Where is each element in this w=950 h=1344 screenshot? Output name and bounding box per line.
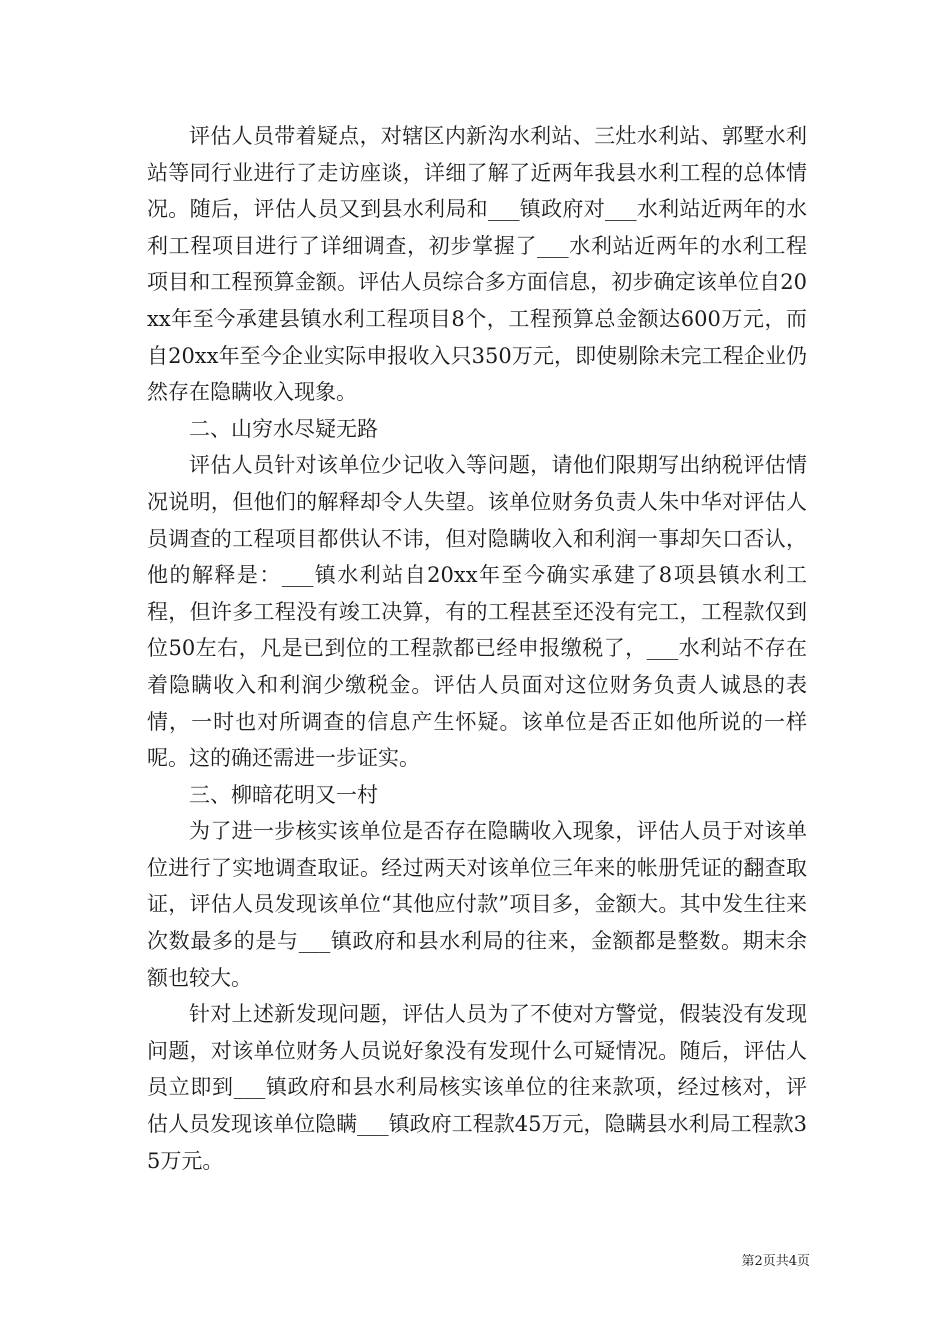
paragraph-explanation: 评估人员针对该单位少记收入等问题，请他们限期写出纳税评估情况说明，但他们的解释却令人失望。该单位财务负责人朱中华对评估人员调查的工程项目都供认不讳，但对隐瞒收入和利润一事却矢口否认，他的解释是：___镇水利站自20xx年至今确实承建了8项县镇水利工程，但许多工程没有竣工决算，有的工程甚至还没有完工，工程款仅到位50左右，凡是已到位的工程款都已经申报缴税了，___水利站不存在着隐瞒收入和利润少缴税金。评估人员面对这位财务负责人诚恳的表情，一时也对所调查的信息产生怀疑。该单位是否正如他所说的一样呢。这的确还需进一步证实。 bbox=[147, 453, 807, 771]
paragraph-investigation: 评估人员带着疑点，对辖区内新沟水利站、三灶水利站、郭墅水利站等同行业进行了走访座谈，详细了解了近两年我县水利工程的总体情况。随后，评估人员又到县水利局和___镇政府对___水利站近两年的水利工程项目进行了详细调查，初步掌握了___水利站近两年的水利工程项目和工程预算金额。评估人员综合多方面信息，初步确定该单位自20xx年至今承建县镇水利工程项目8个，工程预算总金额达600万元，而自20xx年至今企业实际申报收入只350万元，即使剔除未完工程企业仍然存在隐瞒收入现象。 bbox=[147, 124, 807, 405]
paragraph-verification: 针对上述新发现问题，评估人员为了不使对方警觉，假装没有发现问题，对该单位财务人员说好象没有发现什么可疑情况。随后，评估人员立即到___镇政府和县水利局核实该单位的往来款项，经过核对，评估人员发现该单位隐瞒___镇政府工程款45万元，隐瞒县水利局工程款35万元。 bbox=[147, 1002, 807, 1173]
paragraph-field-check: 为了进一步核实该单位是否存在隐瞒收入现象，评估人员于对该单位进行了实地调查取证。经过两天对该单位三年来的帐册凭证的翻查取证，评估人员发现该单位“其他应付款”项目多，金额大。其中发生往来次数最多的是与___镇政府和县水利局的往来，金额都是整数。期末余额也较大。 bbox=[147, 819, 807, 990]
document-body bbox=[147, 118, 807, 1179]
section-heading-3: 三、柳暗花明又一村 bbox=[189, 782, 378, 807]
section-heading-2: 二、山穷水尽疑无路 bbox=[189, 416, 378, 441]
page-number-footer: 第2页共4页 bbox=[741, 1254, 810, 1269]
